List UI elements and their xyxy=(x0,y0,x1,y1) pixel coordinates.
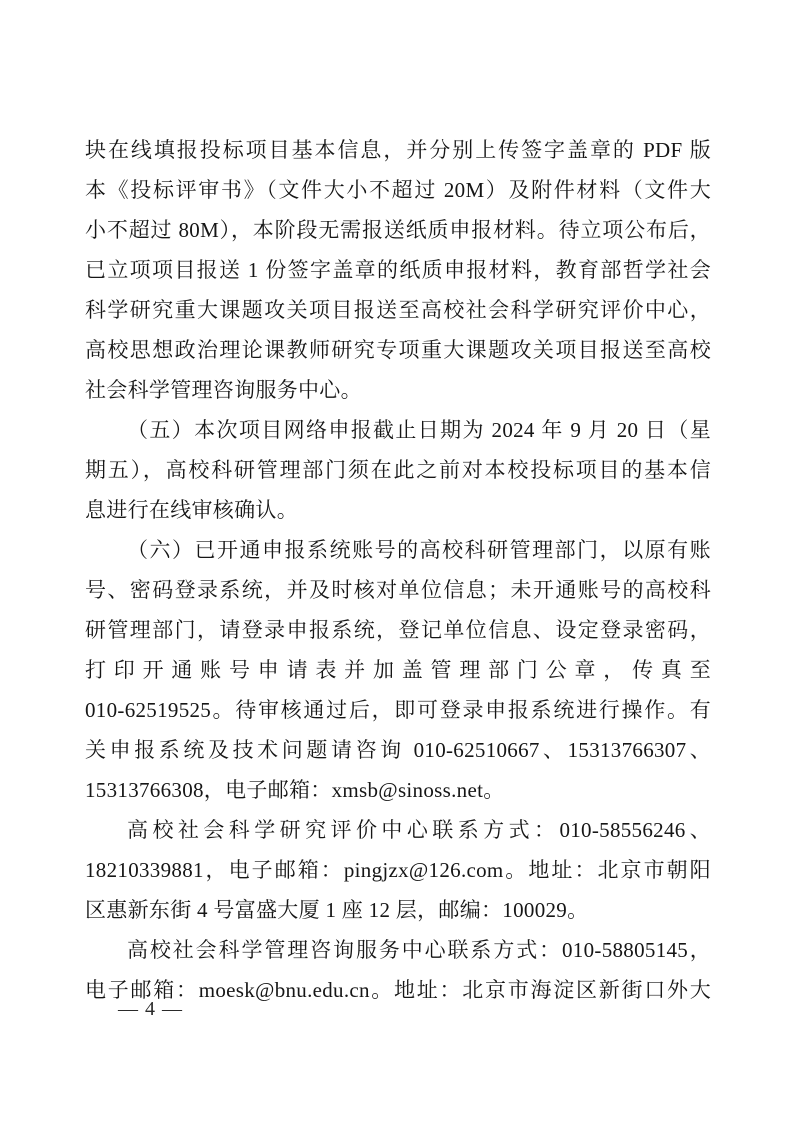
text-line: 科学研究重大课题攻关项目报送至高校社会科学研究评价中心， xyxy=(85,298,711,322)
text-line: 研管理部门，请登录申报系统，登记单位信息、设定登录密码， xyxy=(85,618,711,642)
text-line: 高校社会科学研究评价中心联系方式：010-58556246、 xyxy=(127,818,711,842)
page-number: — 4 — xyxy=(118,998,183,1020)
text-line: （六）已开通申报系统账号的高校科研管理部门，以原有账 xyxy=(127,538,711,562)
text-line: 15313766308，电子邮箱：xmsb@sinoss.net。 xyxy=(85,778,505,802)
text-line: 社会科学管理咨询服务中心。 xyxy=(85,378,362,402)
text-line: 息进行在线审核确认。 xyxy=(85,498,298,522)
text-line: （五）本次项目网络申报截止日期为 2024 年 9 月 20 日（星 xyxy=(127,418,711,442)
text-line: 打印开通账号申请表并加盖管理部门公章，传真至 xyxy=(85,658,711,682)
document-body xyxy=(85,130,711,1010)
text-line: 小不超过 80M），本阶段无需报送纸质申报材料。待立项公布后， xyxy=(85,218,711,242)
text-line: 高校思想政治理论课教师研究专项重大课题攻关项目报送至高校 xyxy=(85,338,711,362)
text-line: 块在线填报投标项目基本信息，并分别上传签字盖章的 PDF 版 xyxy=(85,138,711,162)
text-line: 期五），高校科研管理部门须在此之前对本校投标项目的基本信 xyxy=(85,458,711,482)
text-line: 本《投标评审书》（文件大小不超过 20M）及附件材料（文件大 xyxy=(85,178,711,202)
text-line: 关申报系统及技术问题请咨询 010-62510667、15313766307、 xyxy=(85,738,711,762)
text-line: 18210339881，电子邮箱：pingjzx@126.com。地址：北京市朝阳 xyxy=(85,858,711,882)
text-line: 高校社会科学管理咨询服务中心联系方式：010-58805145， xyxy=(127,938,711,962)
text-line: 区惠新东街 4 号富盛大厦 1 座 12 层，邮编：100029。 xyxy=(85,898,589,922)
text-line: 010-62519525。待审核通过后，即可登录申报系统进行操作。有 xyxy=(85,698,711,722)
text-line: 已立项项目报送 1 份签字盖章的纸质申报材料，教育部哲学社会 xyxy=(85,258,711,282)
text-line: 号、密码登录系统，并及时核对单位信息；未开通账号的高校科 xyxy=(85,578,711,602)
text-line: 电子邮箱：moesk@bnu.edu.cn。地址：北京市海淀区新街口外大 xyxy=(85,978,711,1002)
